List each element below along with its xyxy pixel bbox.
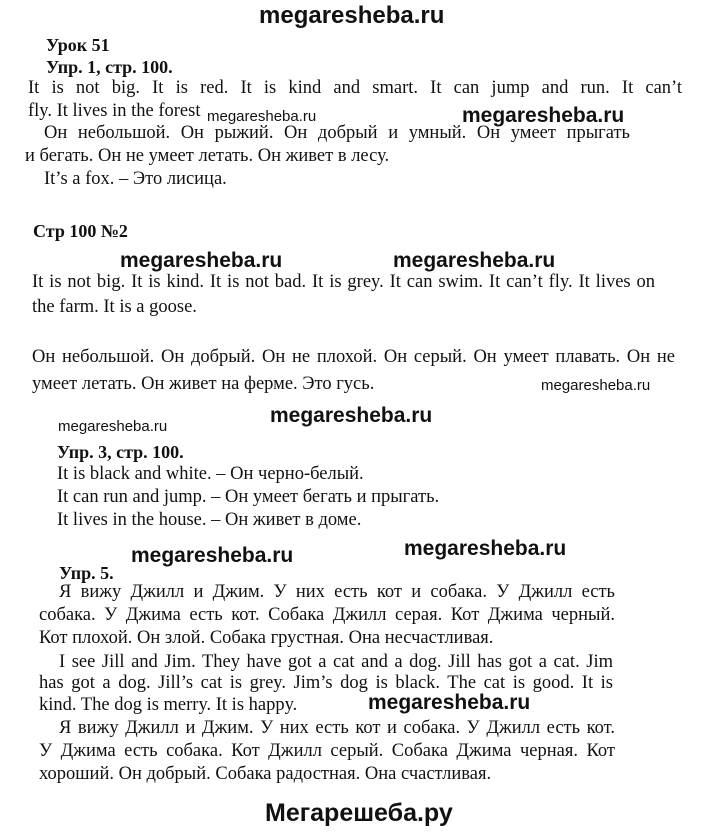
exercise-1-title: Упр. 1, стр. 100. [46,57,173,77]
exercise-3-line: It can run and jump. – Он умеет бегать и прыгать. [57,487,440,507]
watermark: megaresheba.ru [368,691,531,714]
exercise-3-title: Упр. 3, стр. 100. [57,442,184,462]
watermark: megaresheba.ru [58,418,168,435]
watermark: megaresheba.ru [404,537,567,560]
exercise-5-ru-line: собака. У Джима есть кот. Собака Джилл серая. Кот Джима черный. [39,605,615,625]
exercise-2-ru-line: Он небольшой. Он добрый. Он не плохой. Он серый. Он умеет плавать. Он не [32,347,675,367]
exercise-5-title: Упр. 5. [59,563,114,583]
exercise-5-ru-line: Кот плохой. Он злой. Собака грустная. Она несчастливая. [39,628,494,648]
exercise-1-en-line: fly. It lives in the forest [28,101,201,121]
site-footer: Мегарешеба.ру [265,799,453,827]
site-header-watermark: megaresheba.ru [259,2,445,29]
exercise-1-ru-line: и бегать. Он не умеет летать. Он живет в лесу. [25,146,390,166]
exercise-2-title: Стр 100 №2 [33,221,128,241]
exercise-1-ru-line: Он небольшой. Он рыжий. Он добрый и умный. Он умеет прыгать [44,123,630,143]
exercise-3-line: It is black and white. – Он черно-белый. [57,464,364,484]
exercise-1-en-line: It is not big. It is red. It is kind and smart. It can jump and run. It can’t [28,78,682,98]
watermark: megaresheba.ru [393,249,556,272]
exercise-2-en-line: the farm. It is a goose. [32,297,197,317]
watermark: megaresheba.ru [131,544,294,567]
exercise-5-ru-line: У Джима есть собака. Кот Джилл серый. Собака Джима черная. Кот [39,741,615,761]
watermark: megaresheba.ru [462,104,625,127]
exercise-3-line: It lives in the house. – Он живет в доме. [57,510,362,530]
watermark: megaresheba.ru [270,404,433,427]
exercise-5-ru-line: Я вижу Джилл и Джим. У них есть кот и собака. У Джилл есть [59,582,615,602]
exercise-5-en-line: I see Jill and Jim. They have got a cat and a dog. Jill has got a cat. Jim [59,652,613,672]
watermark: megaresheba.ru [207,108,317,125]
lesson-title: Урок 51 [46,35,110,55]
exercise-1-answer: It’s a fox. – Это лисица. [44,169,227,189]
exercise-5-ru-line: хороший. Он добрый. Собака радостная. Она счастливая. [39,764,492,784]
exercise-5-en-line: has got a dog. Jill’s cat is grey. Jim’s dog is black. The cat is good. It is [39,673,613,693]
watermark: megaresheba.ru [541,377,651,394]
exercise-5-ru-line: Я вижу Джилл и Джим. У них есть кот и собака. У Джилл есть кот. [59,718,615,738]
exercise-2-en-line: It is not big. It is kind. It is not bad. It is grey. It can swim. It can’t fly. It lives on [32,272,655,292]
exercise-2-ru-line: умеет летать. Он живет на ферме. Это гусь. [32,374,375,394]
watermark: megaresheba.ru [120,249,283,272]
exercise-5-en-line: kind. The dog is merry. It is happy. [39,695,298,715]
